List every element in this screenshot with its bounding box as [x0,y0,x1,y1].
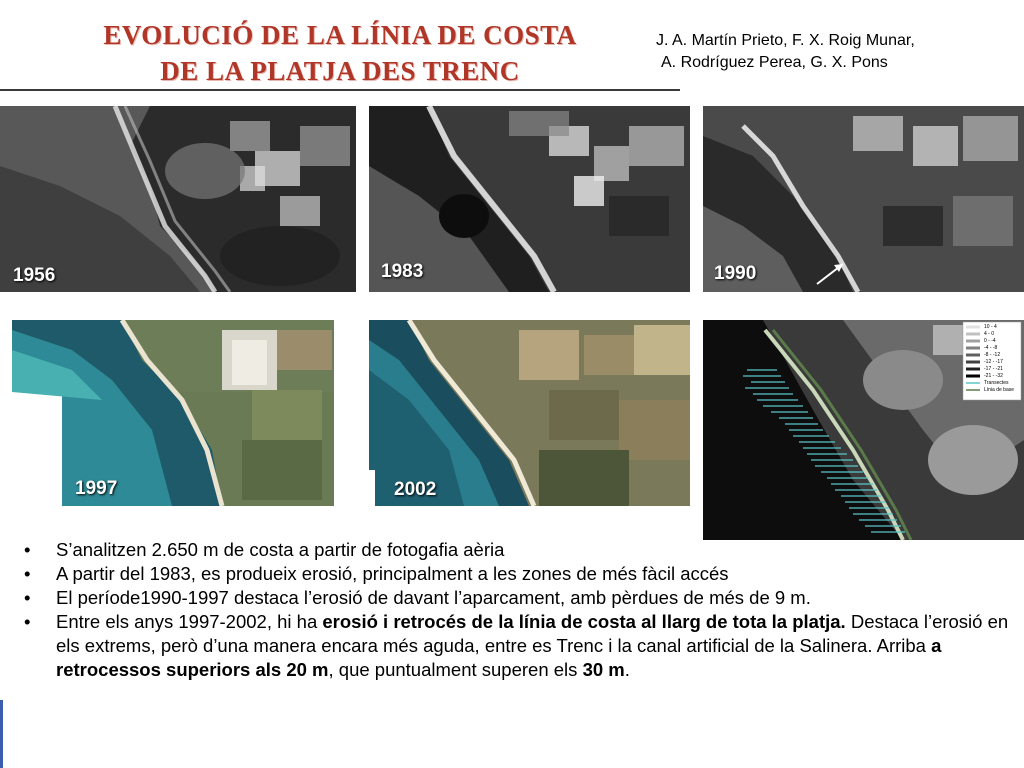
legend-item: -8 - -12 [984,352,1001,358]
bullet-text: Destaca l’erosió en els extrems, però d’una manera encara més aguda, entre es Trenc i la canal artificial de la Salinera. Arriba [56,611,1009,656]
legend-item: 10 - 4 [984,324,997,330]
transect-legend [984,324,1022,394]
aerial-photo-1956 [0,106,356,292]
authors-line-1: J. A. Martín Prieto, F. X. Roig Munar, [656,32,915,49]
aerial-photo-2002 [369,320,690,506]
bullet-item [24,586,1014,610]
year-label-1956: 1956 [13,265,56,286]
aerial-photo-1983 [369,106,690,292]
title-line-1: EVOLUCIÓ DE LA LÍNIA DE COSTA [103,20,577,50]
authors-line-2: A. Rodríguez Perea, G. X. Pons [661,54,888,71]
bullet-text: . [624,659,630,680]
bullet-text: Entre els anys 1997-2002, hi ha [56,611,323,632]
bullet-item [24,538,1014,562]
legend-transectes-label: Transectes [984,380,1009,386]
legend-item: -21 - -32 [984,373,1003,379]
legend-item: 4 - 0 [984,331,995,337]
year-label-2002: 2002 [394,479,437,500]
bullet-dot-icon: • [24,539,31,560]
slide-title [0,18,680,92]
bullet-text: S’analitzen 2.650 m de costa a partir de fotogafia aèria [56,539,505,560]
year-label-1997: 1997 [75,478,118,499]
legend-item: -4 - -8 [984,345,998,351]
bullet-dot-icon: • [24,563,31,584]
bullet-text: El període1990-1997 destaca l’erosió de davant l’aparcament, amb pèrdues de més de 9 m. [56,587,811,608]
authors [656,30,915,74]
bullet-text: A partir del 1983, es produeix erosió, principalment a les zones de més fàcil accés [56,563,729,584]
year-label-1990: 1990 [714,263,757,284]
bullet-text-bold: a retrocessos superiors als 20 m [56,635,942,680]
aerial-photo-1990 [703,106,1024,292]
bullet-item [24,610,1014,682]
left-accent-bar [0,700,3,768]
bullet-dot-icon: • [24,587,31,608]
legend-base-line-label: Línia de base [984,387,1015,393]
bullet-text: , que puntualment superen els [328,659,583,680]
bullet-list [24,538,1014,682]
bullet-item [24,562,1014,586]
legend-item: 0 - -4 [984,338,996,344]
bullet-dot-icon: • [24,611,31,632]
title-line-2: DE LA PLATJA DES TRENC [160,56,520,86]
aerial-photo-1997 [12,320,334,506]
legend-item: -17 - -21 [984,366,1003,372]
transect-analysis-map [703,320,1024,540]
year-label-1983: 1983 [381,261,424,282]
legend-item: -12 - -17 [984,359,1003,365]
bullet-text-bold: erosió i retrocés de la línia de costa al llarg de tota la platja. [322,611,846,632]
title-underline [0,89,680,91]
bullet-text-bold: 30 m [582,659,625,680]
